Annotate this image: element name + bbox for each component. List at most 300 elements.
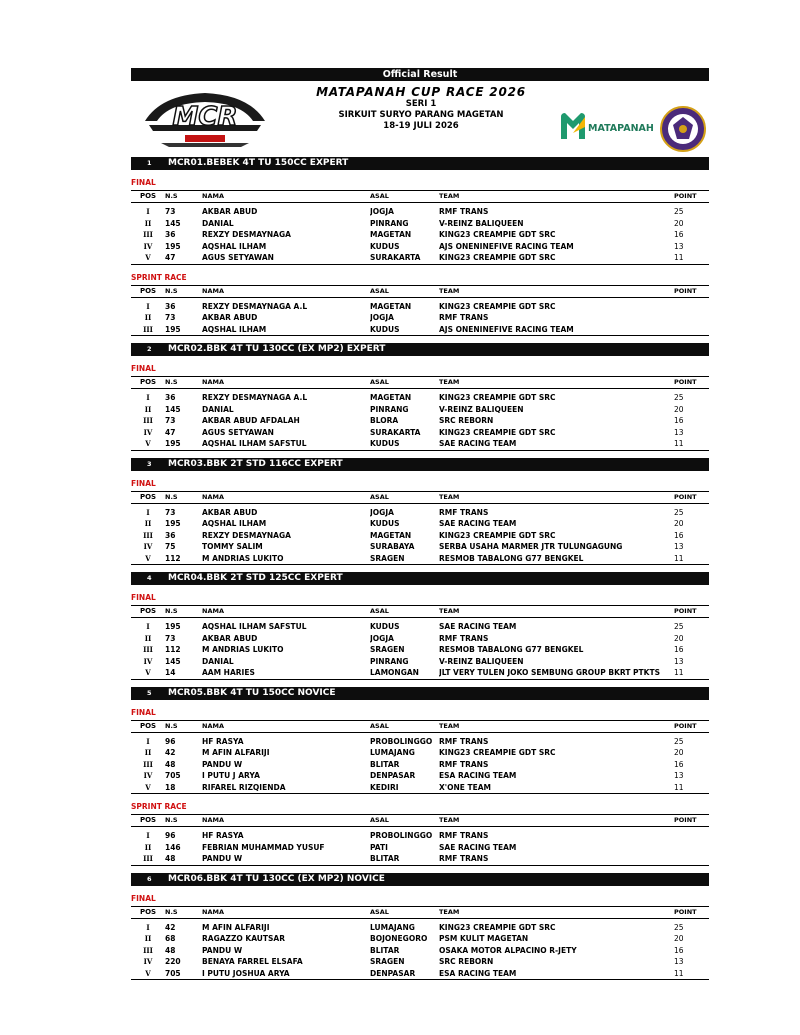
class-name: MCR02.BBK 4T TU 130CC (EX MP2) EXPERT (168, 344, 386, 354)
table-row (131, 842, 709, 854)
class-name: MCR04.BBK 2T STD 125CC EXPERT (168, 573, 343, 583)
cell-team: RMF TRANS (439, 633, 489, 643)
cell-team: RMF TRANS (439, 831, 489, 840)
cell-asal: SURAKARTA (370, 427, 421, 437)
cell-nama: AKBAR ABUD (202, 633, 258, 643)
cell-team: V-REINZ BALIQUEEN (439, 404, 524, 414)
series-label: SERI 1 (405, 99, 437, 109)
class-name: MCR06.BBK 4T TU 130CC (EX MP2) NOVICE (168, 873, 385, 884)
cell-point: 13 (674, 656, 684, 666)
cell-asal: BLORA (370, 416, 399, 425)
cell-pos: IV (143, 957, 153, 966)
col-asal: ASAL (370, 606, 439, 618)
cell-pos: IV (143, 771, 153, 780)
col-pos: POS (131, 191, 165, 203)
cell-ns: 47 (165, 427, 176, 437)
col-team: TEAM (439, 906, 674, 918)
table-row (131, 324, 709, 336)
table-row (131, 770, 709, 782)
cell-point: 16 (674, 230, 684, 239)
cell-point: 20 (674, 934, 684, 943)
cell-team: ESA RACING TEAM (439, 771, 517, 780)
cell-team: RMF TRANS (439, 759, 489, 769)
cell-point (674, 297, 709, 312)
table-row (131, 747, 709, 759)
cell-ns: 145 (165, 656, 181, 666)
cell-pos: III (143, 416, 153, 425)
cell-nama: BENAYA FARREL ELSAFA (202, 957, 303, 966)
col-ns: N.S (165, 606, 202, 618)
col-point: POINT (674, 491, 709, 503)
cell-ns: 36 (165, 230, 176, 239)
table-row (131, 218, 709, 230)
cell-pos: II (144, 519, 152, 528)
cell-point (674, 853, 709, 865)
class-name: MCR01.BEBEK 4T TU 150CC EXPERT (168, 158, 349, 168)
cell-ns: 705 (165, 771, 181, 780)
class-number: 3 (147, 459, 152, 468)
cell-team: SRC REBORN (439, 416, 494, 425)
cell-nama: AQSHAL ILHAM SAFSTUL (202, 622, 307, 631)
col-point: POINT (674, 815, 709, 827)
cell-ns: 18 (165, 782, 202, 794)
cell-pos: III (131, 853, 165, 865)
cell-point (674, 324, 709, 336)
cell-pos: IV (143, 542, 153, 551)
cell-pos: III (131, 324, 165, 336)
cell-pos: I (146, 507, 150, 517)
document-header (131, 81, 709, 157)
race-label: FINAL (131, 364, 156, 373)
cell-asal: JOGJA (370, 507, 394, 517)
col-pos: POS (131, 285, 165, 297)
cell-ns: 146 (165, 842, 181, 852)
cell-nama: AKBAR ABUD AFDALAH (202, 416, 300, 425)
col-asal: ASAL (370, 906, 439, 918)
col-nama: NAMA (202, 191, 370, 203)
cell-ns: 195 (165, 519, 181, 528)
table-row (131, 853, 709, 865)
class-header (131, 343, 709, 356)
table-row (131, 918, 709, 933)
cell-team: RESMOB TABALONG G77 BENGKEL (439, 645, 584, 654)
col-ns: N.S (165, 285, 202, 297)
cell-ns: 48 (165, 945, 176, 955)
cell-nama: AGUS SETYAWAN (202, 252, 370, 264)
table-row (131, 404, 709, 416)
cell-team: KING23 CREAMPIE GDT SRC (439, 427, 556, 437)
cell-pos: V (131, 968, 165, 980)
table-row (131, 644, 709, 656)
cell-team: SERBA USAHA MARMER JTR TULUNGAGUNG (439, 542, 623, 551)
table-row (131, 312, 709, 324)
cell-asal: SURAKARTA (370, 252, 439, 264)
cell-team: RESMOB TABALONG G77 BENGKEL (439, 553, 674, 565)
cell-asal: PROBOLINGGO (370, 831, 433, 840)
cell-ns: 42 (165, 748, 176, 757)
table-row (131, 656, 709, 668)
table-row (131, 956, 709, 968)
table-row (131, 667, 709, 679)
cell-point: 11 (674, 968, 709, 980)
col-team: TEAM (439, 720, 674, 732)
cell-ns: 75 (165, 542, 176, 551)
cell-asal: KUDUS (370, 324, 439, 336)
table-header (131, 606, 709, 618)
cell-team: PSM KULIT MAGETAN (439, 934, 529, 943)
table-row (131, 633, 709, 645)
cell-asal: MAGETAN (370, 301, 412, 311)
cell-nama: PANDU W (202, 945, 243, 955)
cell-team: KING23 CREAMPIE GDT SRC (439, 530, 556, 540)
cell-pos: III (143, 645, 153, 654)
cell-point: 25 (674, 922, 684, 932)
cell-ns: 42 (165, 922, 176, 932)
cell-asal: SRAGEN (370, 957, 405, 966)
col-pos: POS (131, 720, 165, 732)
table-header (131, 191, 709, 203)
cell-nama: HF RASYA (202, 831, 244, 840)
col-nama: NAMA (202, 606, 370, 618)
class-number: 1 (147, 159, 152, 167)
col-point: POINT (674, 191, 709, 203)
cell-ns: 36 (165, 301, 176, 311)
col-nama: NAMA (202, 720, 370, 732)
cell-asal: KUDUS (370, 241, 400, 251)
cell-pos: V (131, 782, 165, 794)
cell-nama: REXZY DESMAYNAGA (202, 230, 291, 239)
cell-point (674, 842, 709, 854)
cell-pos: II (144, 842, 152, 852)
col-point: POINT (674, 906, 709, 918)
class-header (131, 157, 709, 170)
cell-team: KING23 CREAMPIE GDT SRC (439, 393, 556, 402)
results-document (131, 68, 709, 987)
cell-point: 20 (674, 748, 684, 757)
matapanah-logo (559, 111, 655, 141)
cell-point: 11 (674, 252, 709, 264)
cell-pos: V (131, 438, 165, 450)
cell-nama: AQSHAL ILHAM (202, 241, 267, 251)
cell-asal: SRAGEN (370, 645, 405, 654)
cell-nama: DANIAL (202, 656, 234, 666)
class-number: 6 (147, 874, 152, 883)
cell-pos: V (131, 553, 165, 565)
cell-pos: II (144, 633, 152, 643)
cell-ns: 195 (165, 241, 181, 251)
table-row (131, 782, 709, 794)
cell-point: 20 (674, 404, 684, 414)
cell-point: 25 (674, 622, 684, 631)
cell-team: SRC REBORN (439, 957, 494, 966)
class-header (131, 572, 709, 585)
cell-nama: HF RASYA (202, 736, 244, 746)
cell-point (674, 312, 709, 324)
mcr-logo (141, 91, 269, 149)
cell-pos: III (143, 945, 153, 955)
cell-ns: 48 (165, 853, 202, 865)
cell-point: 13 (674, 241, 684, 251)
cell-asal: KUDUS (370, 519, 400, 528)
cell-pos: III (143, 759, 153, 769)
cell-asal: PINRANG (370, 656, 409, 666)
cell-ns: 73 (165, 507, 176, 517)
cell-point: 11 (674, 782, 709, 794)
table-row (131, 968, 709, 980)
cell-asal: PINRANG (370, 218, 409, 228)
cell-point (674, 827, 709, 842)
class-name: MCR05.BBK 4T TU 150CC NOVICE (168, 687, 336, 698)
results-table (131, 190, 709, 265)
results-table (131, 906, 709, 981)
cell-point: 11 (674, 438, 709, 450)
class-name: MCR03.BBK 2T STD 116CC EXPERT (168, 458, 343, 469)
cell-team: AJS ONENINEFIVE RACING TEAM (439, 241, 574, 251)
cell-point: 25 (674, 736, 684, 746)
col-nama: NAMA (202, 377, 370, 389)
race-label: FINAL (131, 593, 156, 602)
cell-team: SAE RACING TEAM (439, 519, 517, 528)
results-table (131, 376, 709, 451)
col-pos: POS (131, 377, 165, 389)
cell-nama: AQSHAL ILHAM (202, 324, 370, 336)
col-team: TEAM (439, 491, 674, 503)
col-pos: POS (131, 491, 165, 503)
col-asal: ASAL (370, 285, 439, 297)
cell-nama: M AFIN ALFARIJI (202, 748, 270, 757)
col-point: POINT (674, 720, 709, 732)
cell-asal: LAMONGAN (370, 667, 439, 679)
col-point: POINT (674, 606, 709, 618)
col-point: POINT (674, 285, 709, 297)
cell-asal: DENPASAR (370, 968, 439, 980)
cell-point: 16 (674, 416, 684, 425)
table-row (131, 827, 709, 842)
table-row (131, 415, 709, 427)
cell-team: KING23 CREAMPIE GDT SRC (439, 748, 556, 757)
cell-point: 16 (674, 759, 684, 769)
cell-nama: DANIAL (202, 404, 234, 414)
class-header (131, 687, 709, 700)
title-block (281, 85, 561, 132)
class-number: 5 (147, 688, 152, 697)
official-result-banner: Official Result (131, 68, 709, 81)
cell-point: 20 (674, 519, 684, 528)
col-team: TEAM (439, 191, 674, 203)
cell-ns: 73 (165, 633, 176, 643)
cell-pos: III (143, 530, 153, 540)
cell-nama: AKBAR ABUD (202, 507, 258, 517)
cell-point: 11 (674, 667, 709, 679)
cell-asal: PATI (370, 842, 388, 852)
cell-asal: SRAGEN (370, 553, 439, 565)
cell-pos: I (146, 736, 150, 746)
cell-ns: 36 (165, 530, 176, 540)
cell-ns: 48 (165, 759, 176, 769)
cell-pos: V (131, 252, 165, 264)
col-nama: NAMA (202, 285, 370, 297)
table-row (131, 518, 709, 530)
cell-ns: 73 (165, 313, 176, 322)
results-sections (131, 157, 709, 987)
cell-ns: 68 (165, 934, 176, 943)
cell-asal: LUMAJANG (370, 748, 415, 757)
cell-pos: I (146, 922, 150, 932)
cell-asal: KUDUS (370, 438, 439, 450)
cell-pos: I (146, 393, 150, 402)
cell-nama: TOMMY SALIM (202, 542, 263, 551)
col-nama: NAMA (202, 906, 370, 918)
cell-team: V-REINZ BALIQUEEN (439, 218, 524, 228)
cell-pos: IV (143, 656, 153, 666)
venue-label: SIRKUIT SURYO PARANG MAGETAN (338, 110, 504, 120)
cell-nama: PANDU W (202, 853, 370, 865)
col-ns: N.S (165, 491, 202, 503)
cell-pos: II (144, 934, 152, 943)
race-label: SPRINT RACE (131, 802, 187, 811)
results-table (131, 814, 709, 866)
table-header (131, 815, 709, 827)
cell-pos: I (146, 831, 150, 840)
cell-nama: AKBAR ABUD (202, 313, 258, 322)
cell-nama: I PUTU JOSHUA ARYA (202, 968, 370, 980)
cell-point: 25 (674, 507, 684, 517)
cell-ns: 112 (165, 645, 181, 654)
table-row (131, 252, 709, 264)
col-team: TEAM (439, 606, 674, 618)
cell-team: RMF TRANS (439, 507, 489, 517)
cell-nama: I PUTU J ARYA (202, 771, 260, 780)
club-emblem (659, 105, 707, 153)
cell-team: RMF TRANS (439, 853, 674, 865)
cell-team: AJS ONENINEFIVE RACING TEAM (439, 324, 674, 336)
cell-asal: BLITAR (370, 945, 400, 955)
cell-point: 13 (674, 771, 684, 780)
cell-point: 25 (674, 393, 684, 402)
col-asal: ASAL (370, 491, 439, 503)
cell-team: ESA RACING TEAM (439, 968, 674, 980)
cell-team: SAE RACING TEAM (439, 622, 517, 631)
cell-ns: 112 (165, 553, 202, 565)
cell-point: 16 (674, 530, 684, 540)
cell-nama: M ANDRIAS LUKITO (202, 553, 370, 565)
svg-text:MCR: MCR (172, 102, 238, 132)
cell-pos: V (131, 667, 165, 679)
cell-nama: REXZY DESMAYNAGA (202, 530, 291, 540)
col-team: TEAM (439, 377, 674, 389)
cell-asal: BLITAR (370, 759, 400, 769)
col-asal: ASAL (370, 377, 439, 389)
race-label: FINAL (131, 707, 156, 717)
cell-team: X'ONE TEAM (439, 782, 674, 794)
cell-point: 25 (674, 207, 684, 216)
cell-team: RMF TRANS (439, 736, 489, 746)
cell-nama: PANDU W (202, 759, 243, 769)
table-row (131, 759, 709, 771)
cell-nama: REXZY DESMAYNAGA A.L (202, 393, 308, 402)
results-table (131, 285, 709, 337)
col-ns: N.S (165, 906, 202, 918)
cell-asal: PINRANG (370, 404, 409, 414)
cell-team: KING23 CREAMPIE GDT SRC (439, 230, 556, 239)
table-row (131, 530, 709, 542)
date-label: 18-19 JULI 2026 (383, 121, 459, 131)
cell-nama: DANIAL (202, 218, 234, 228)
col-ns: N.S (165, 191, 202, 203)
results-table (131, 491, 709, 566)
cell-nama: AAM HARIES (202, 667, 370, 679)
cell-team: SAE RACING TEAM (439, 842, 517, 852)
cell-pos: II (144, 404, 152, 414)
cell-nama: M ANDRIAS LUKITO (202, 645, 284, 654)
cell-ns: 195 (165, 324, 202, 336)
cell-pos: II (144, 313, 152, 322)
col-nama: NAMA (202, 815, 370, 827)
cell-ns: 705 (165, 968, 202, 980)
cell-team: SAE RACING TEAM (439, 438, 674, 450)
cell-pos: III (143, 230, 153, 239)
col-team: TEAM (439, 815, 674, 827)
results-table (131, 605, 709, 680)
cell-nama: AKBAR ABUD (202, 207, 258, 216)
class-header (131, 458, 709, 471)
cell-asal: JOGJA (370, 207, 394, 216)
cell-ns: 96 (165, 736, 176, 746)
cell-pos: IV (143, 427, 153, 437)
cell-asal: DENPASAR (370, 771, 416, 780)
table-row (131, 732, 709, 747)
class-header (131, 873, 709, 886)
table-row (131, 933, 709, 945)
col-ns: N.S (165, 815, 202, 827)
cell-asal: MAGETAN (370, 230, 412, 239)
col-asal: ASAL (370, 815, 439, 827)
class-number: 4 (147, 574, 152, 582)
col-pos: POS (131, 606, 165, 618)
cell-ns: 195 (165, 622, 181, 631)
table-row (131, 553, 709, 565)
race-label: FINAL (131, 893, 156, 903)
cell-point: 16 (674, 945, 684, 955)
table-row (131, 241, 709, 253)
cell-ns: 47 (165, 252, 202, 264)
cell-nama: AQSHAL ILHAM SAFSTUL (202, 438, 370, 450)
cell-asal: LUMAJANG (370, 922, 415, 932)
cell-asal: MAGETAN (370, 393, 412, 402)
cell-asal: SURABAYA (370, 542, 415, 551)
cell-nama: M AFIN ALFARIJI (202, 922, 270, 932)
cell-pos: II (144, 748, 152, 757)
cell-point: 13 (674, 427, 684, 437)
cell-ns: 145 (165, 218, 181, 228)
cell-team: RMF TRANS (439, 207, 489, 216)
results-table (131, 720, 709, 795)
table-row (131, 503, 709, 518)
cell-ns: 145 (165, 404, 181, 414)
cell-team: KING23 CREAMPIE GDT SRC (439, 922, 556, 932)
race-label: SPRINT RACE (131, 272, 187, 282)
cell-team: KING23 CREAMPIE GDT SRC (439, 252, 674, 264)
cell-point: 20 (674, 633, 684, 643)
cell-asal: MAGETAN (370, 530, 412, 540)
cell-ns: 73 (165, 416, 176, 425)
cell-team: JLT VERY TULEN JOKO SEMBUNG GROUP BKRT PTKTS (439, 667, 674, 679)
col-pos: POS (131, 906, 165, 918)
cell-ns: 14 (165, 667, 202, 679)
cell-ns: 73 (165, 207, 176, 216)
cell-point: 13 (674, 957, 684, 966)
table-header (131, 906, 709, 918)
